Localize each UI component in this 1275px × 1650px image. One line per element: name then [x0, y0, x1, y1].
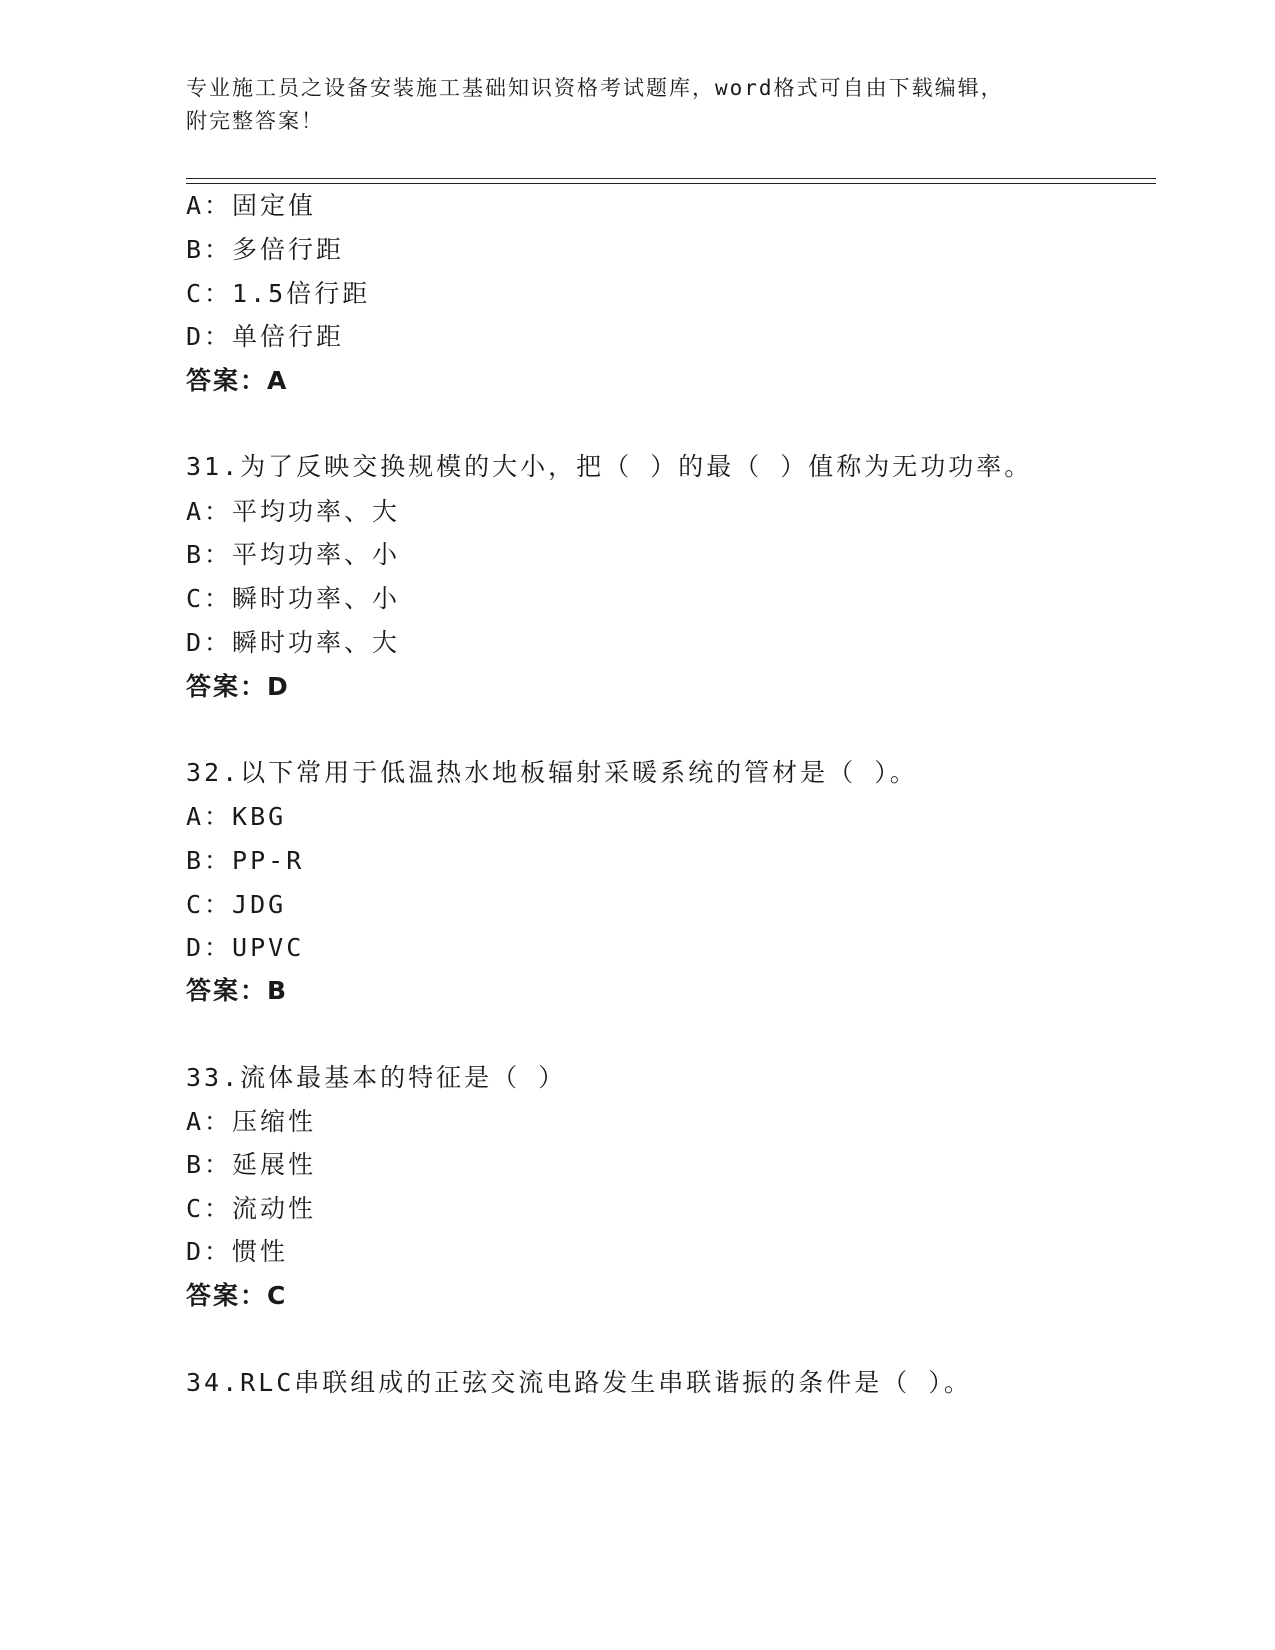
q31-answer: 答案：D: [186, 672, 290, 701]
q30-answer: 答案：A: [186, 366, 289, 395]
q31-option-d: D：瞬时功率、大: [186, 628, 401, 657]
header-divider-top: [186, 178, 1156, 179]
q32-option-d: D：UPVC: [186, 933, 305, 962]
q30-option-b: B：多倍行距: [186, 235, 345, 264]
q33-question: 33.流体最基本的特征是（ ）: [186, 1063, 567, 1092]
q31-option-a: A：平均功率、大: [186, 497, 401, 526]
q33-answer: 答案：C: [186, 1281, 288, 1310]
q32-option-c: C：JDG: [186, 890, 287, 919]
q32-option-a: A：KBG: [186, 802, 287, 831]
q33-option-c: C：流动性: [186, 1194, 317, 1223]
document-header: [186, 72, 1086, 138]
q32-option-b: B：PP-R: [186, 846, 305, 875]
q31-option-c: C：瞬时功率、小: [186, 584, 401, 613]
q33-option-d: D：惯性: [186, 1237, 289, 1266]
q31-option-b: B：平均功率、小: [186, 540, 401, 569]
q30-option-a: A：固定值: [186, 191, 317, 220]
header-line-2: 附完整答案！: [186, 109, 324, 133]
q31-question: 31.为了反映交换规模的大小，把（ ）的最（ ）值称为无功功率。: [186, 452, 1033, 481]
q30-option-d: D：单倍行距: [186, 322, 345, 351]
q30-option-c: C：1.5倍行距: [186, 279, 371, 308]
q32-answer: 答案：B: [186, 976, 289, 1005]
header-divider-bottom: [186, 183, 1156, 184]
q34-question: 34.RLC串联组成的正弦交流电路发生串联谐振的条件是（ ）。: [186, 1368, 972, 1397]
header-line-1: 专业施工员之设备安装施工基础知识资格考试题库，word格式可自由下载编辑，: [186, 76, 1004, 100]
q33-option-a: A：压缩性: [186, 1107, 317, 1136]
q33-option-b: B：延展性: [186, 1150, 317, 1179]
q32-question: 32.以下常用于低温热水地板辐射采暖系统的管材是（ ）。: [186, 758, 918, 787]
